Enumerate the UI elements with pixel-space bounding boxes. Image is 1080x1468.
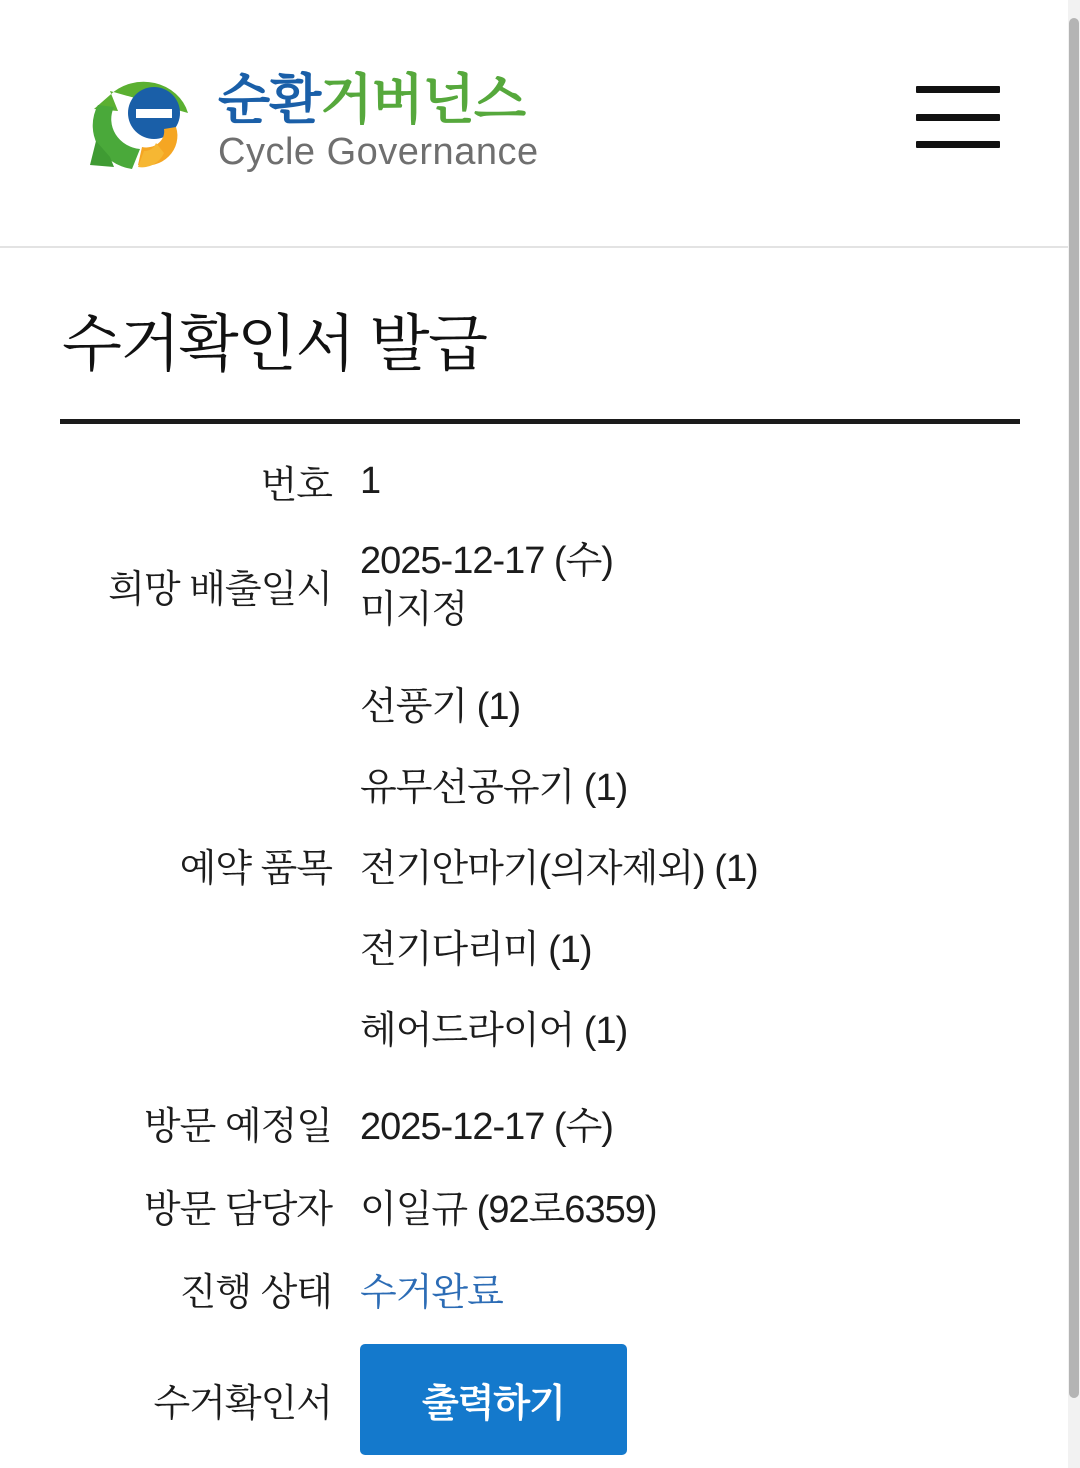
cycle-governance-logo-icon (80, 69, 210, 177)
value-desired-date: 2025-12-17 (수) (360, 540, 613, 582)
table-row-status (60, 1247, 1020, 1330)
scrollbar-thumb[interactable] (1069, 18, 1079, 1398)
table-row-desired-datetime (60, 523, 1020, 648)
logo-text (218, 69, 539, 174)
list-item: 전기안마기(의자제외) (1) (360, 848, 758, 891)
status-badge[interactable]: 수거완료 (360, 1272, 503, 1315)
table-row-number (60, 440, 1020, 523)
hamburger-bar-3 (916, 141, 1000, 148)
certificate-action-cell (360, 1330, 1020, 1468)
page-title: 수거확인서 발급 (62, 310, 487, 379)
label-number: 번호 (260, 465, 332, 507)
label-status: 진행 상태 (179, 1272, 332, 1315)
hamburger-bar-1 (916, 86, 1000, 93)
label-visit-date: 방문 예정일 (143, 1106, 332, 1149)
logo-korean-part1: 순환 (218, 69, 321, 130)
list-item: 선풍기 (1) (360, 686, 521, 729)
value-visit-date: 2025-12-17 (수) (360, 1106, 613, 1149)
value-desired-time: 미지정 (360, 588, 468, 631)
list-item: 유무선공유기 (1) (360, 767, 628, 810)
table-row-visit-date (60, 1081, 1020, 1164)
value-visit-staff: 이일규 (92로6359) (360, 1189, 657, 1232)
label-visit-staff: 방문 담당자 (143, 1189, 332, 1232)
print-button[interactable]: 출력하기 (360, 1344, 627, 1455)
table-row-certificate (60, 1330, 1020, 1468)
logo-english-text: Cycle Governance (218, 131, 539, 174)
label-desired-datetime: 희망 배출일시 (108, 569, 332, 612)
value-number: 1 (360, 460, 381, 502)
collection-detail-table (60, 440, 1020, 1468)
list-item: 헤어드라이어 (1) (360, 1010, 628, 1053)
value-desired-datetime (360, 523, 1020, 648)
hamburger-menu-icon[interactable] (916, 86, 1000, 148)
site-logo[interactable] (80, 69, 539, 177)
logo-korean-part2: 거버넌스 (320, 69, 525, 130)
table-row-reserved-items (60, 648, 1020, 1081)
hamburger-bar-2 (916, 114, 1000, 121)
list-item: 전기다리미 (1) (360, 929, 592, 972)
title-divider (60, 419, 1020, 424)
table-row-visit-staff (60, 1164, 1020, 1247)
logo-korean-text (218, 69, 539, 130)
label-reserved-items: 예약 품목 (179, 848, 332, 891)
value-status (360, 1247, 1020, 1330)
page-scrollbar[interactable] (1068, 0, 1080, 1468)
label-certificate: 수거확인서 (153, 1383, 332, 1426)
site-header (0, 0, 1080, 248)
value-reserved-items (360, 648, 1020, 1081)
page-content (0, 294, 1080, 1468)
